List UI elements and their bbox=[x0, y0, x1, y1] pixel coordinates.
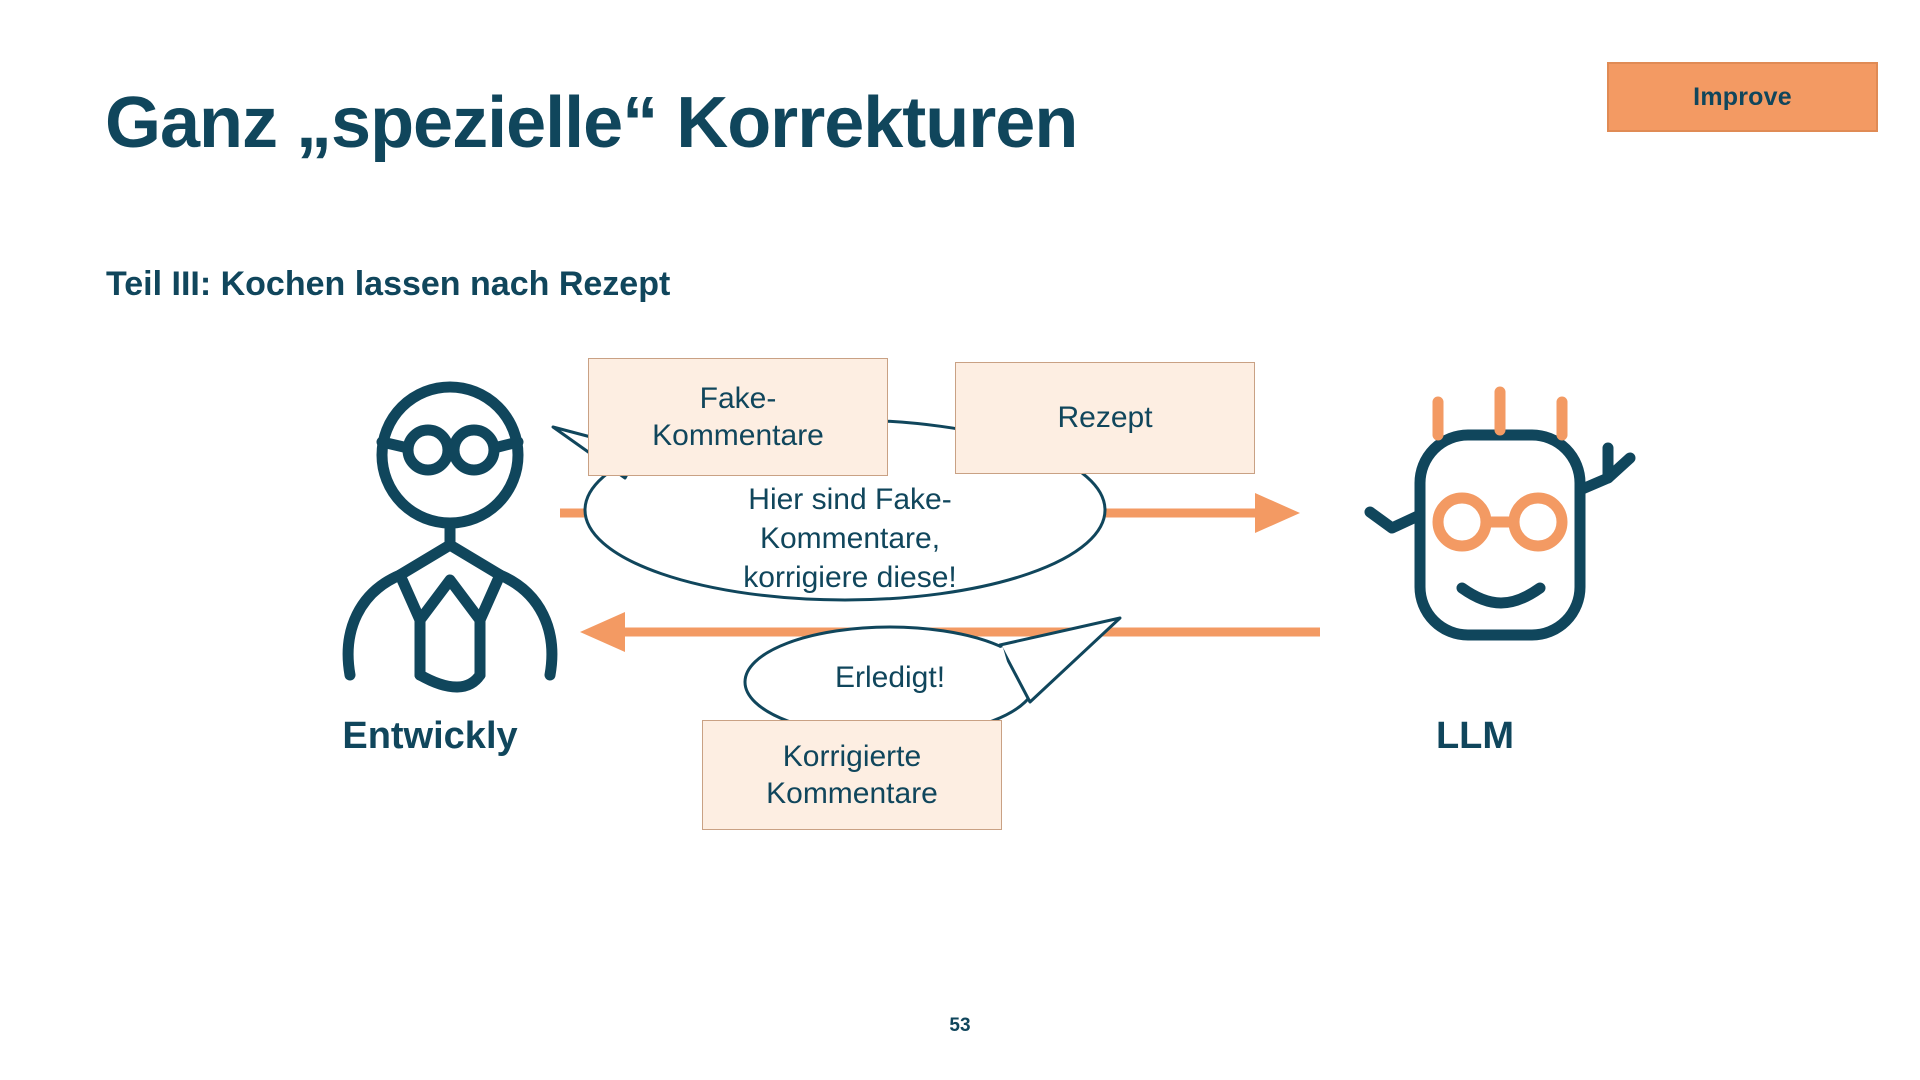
request-bubble-line1: Hier sind Fake- bbox=[748, 483, 952, 516]
developer-figure bbox=[348, 387, 552, 687]
page-title: Ganz „spezielle“ Korrekturen bbox=[105, 83, 1078, 163]
diagram bbox=[0, 330, 1920, 890]
fake-comments-doc-line2: Kommentare bbox=[652, 419, 824, 452]
request-bubble-text bbox=[690, 480, 1010, 597]
request-bubble-line3: korrigiere diese! bbox=[743, 561, 957, 594]
developer-label: Entwickly bbox=[342, 715, 518, 757]
status-badge-label: Improve bbox=[1693, 82, 1792, 111]
fake-comments-doc-line1: Fake- bbox=[699, 381, 777, 415]
corrected-comments-doc bbox=[702, 720, 1002, 830]
llm-robot-accent bbox=[1438, 392, 1562, 546]
corrected-comments-doc-line1: Korrigierte bbox=[782, 739, 922, 773]
response-bubble-line1: Erledigt! bbox=[834, 661, 946, 694]
recipe-doc bbox=[955, 362, 1255, 474]
llm-robot bbox=[1370, 435, 1630, 635]
request-bubble-line2: Kommentare, bbox=[759, 522, 941, 555]
page-subtitle: Teil III: Kochen lassen nach Rezept bbox=[106, 265, 671, 303]
status-badge bbox=[1607, 62, 1878, 132]
fake-comments-doc bbox=[588, 358, 888, 476]
recipe-doc-label: Rezept bbox=[1057, 401, 1153, 435]
llm-label: LLM bbox=[1435, 715, 1515, 757]
corrected-comments-doc-line2: Kommentare bbox=[766, 777, 938, 810]
response-bubble-text bbox=[760, 658, 1020, 697]
page-number: 53 bbox=[949, 1015, 971, 1036]
